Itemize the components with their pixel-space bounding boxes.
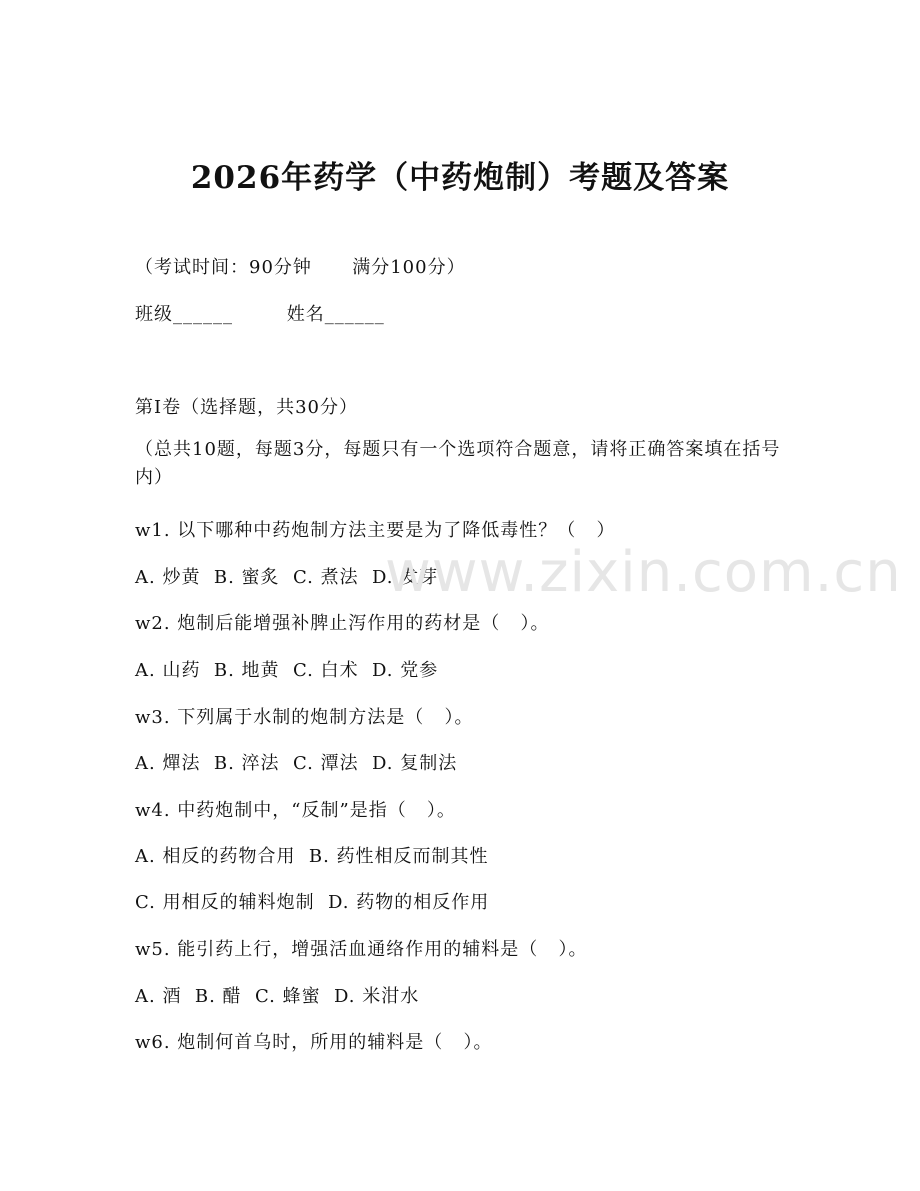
watermark: www.zixin.com.cn bbox=[385, 540, 902, 605]
question-options: A. 相反的药物合用 B. 药性相反而制其性 bbox=[135, 846, 489, 867]
question-stem: w6. 炮制何首乌时，所用的辅料是（ ）。 bbox=[135, 1032, 493, 1053]
question-stem: w1. 以下哪种中药炮制方法主要是为了降低毒性？（ ） bbox=[135, 520, 616, 541]
class-name-line: 班级______ 姓名______ bbox=[135, 304, 385, 325]
question-options: A. 酒 B. 醋 C. 蜂蜜 D. 米泔水 bbox=[135, 986, 420, 1007]
document-title: 2026年药学（中药炮制）考题及答案 bbox=[190, 160, 730, 196]
question-stem: w5. 能引药上行，增强活血通络作用的辅料是（ ）。 bbox=[135, 939, 588, 960]
section-instructions: （总共10题，每题3分，每题只有一个选项符合题意，请将正确答案填在括号内） bbox=[135, 439, 781, 488]
exam-info: （考试时间：90分钟 满分100分） bbox=[135, 257, 466, 278]
question-options: A. 炒黄 B. 蜜炙 C. 煮法 D. 发芽 bbox=[135, 567, 439, 588]
section-title: 第I卷（选择题，共30分） bbox=[135, 397, 359, 418]
question-stem: w2. 炮制后能增强补脾止泻作用的药材是（ ）。 bbox=[135, 613, 550, 634]
question-stem: w4. 中药炮制中，“反制”是指（ ）。 bbox=[135, 800, 456, 821]
question-options: C. 用相反的辅料炮制 D. 药物的相反作用 bbox=[135, 892, 490, 913]
question-options: A. 山药 B. 地黄 C. 白术 D. 党参 bbox=[135, 660, 439, 681]
question-options: A. 燀法 B. 淬法 C. 潭法 D. 复制法 bbox=[135, 753, 458, 774]
question-stem: w3. 下列属于水制的炮制方法是（ ）。 bbox=[135, 707, 474, 728]
